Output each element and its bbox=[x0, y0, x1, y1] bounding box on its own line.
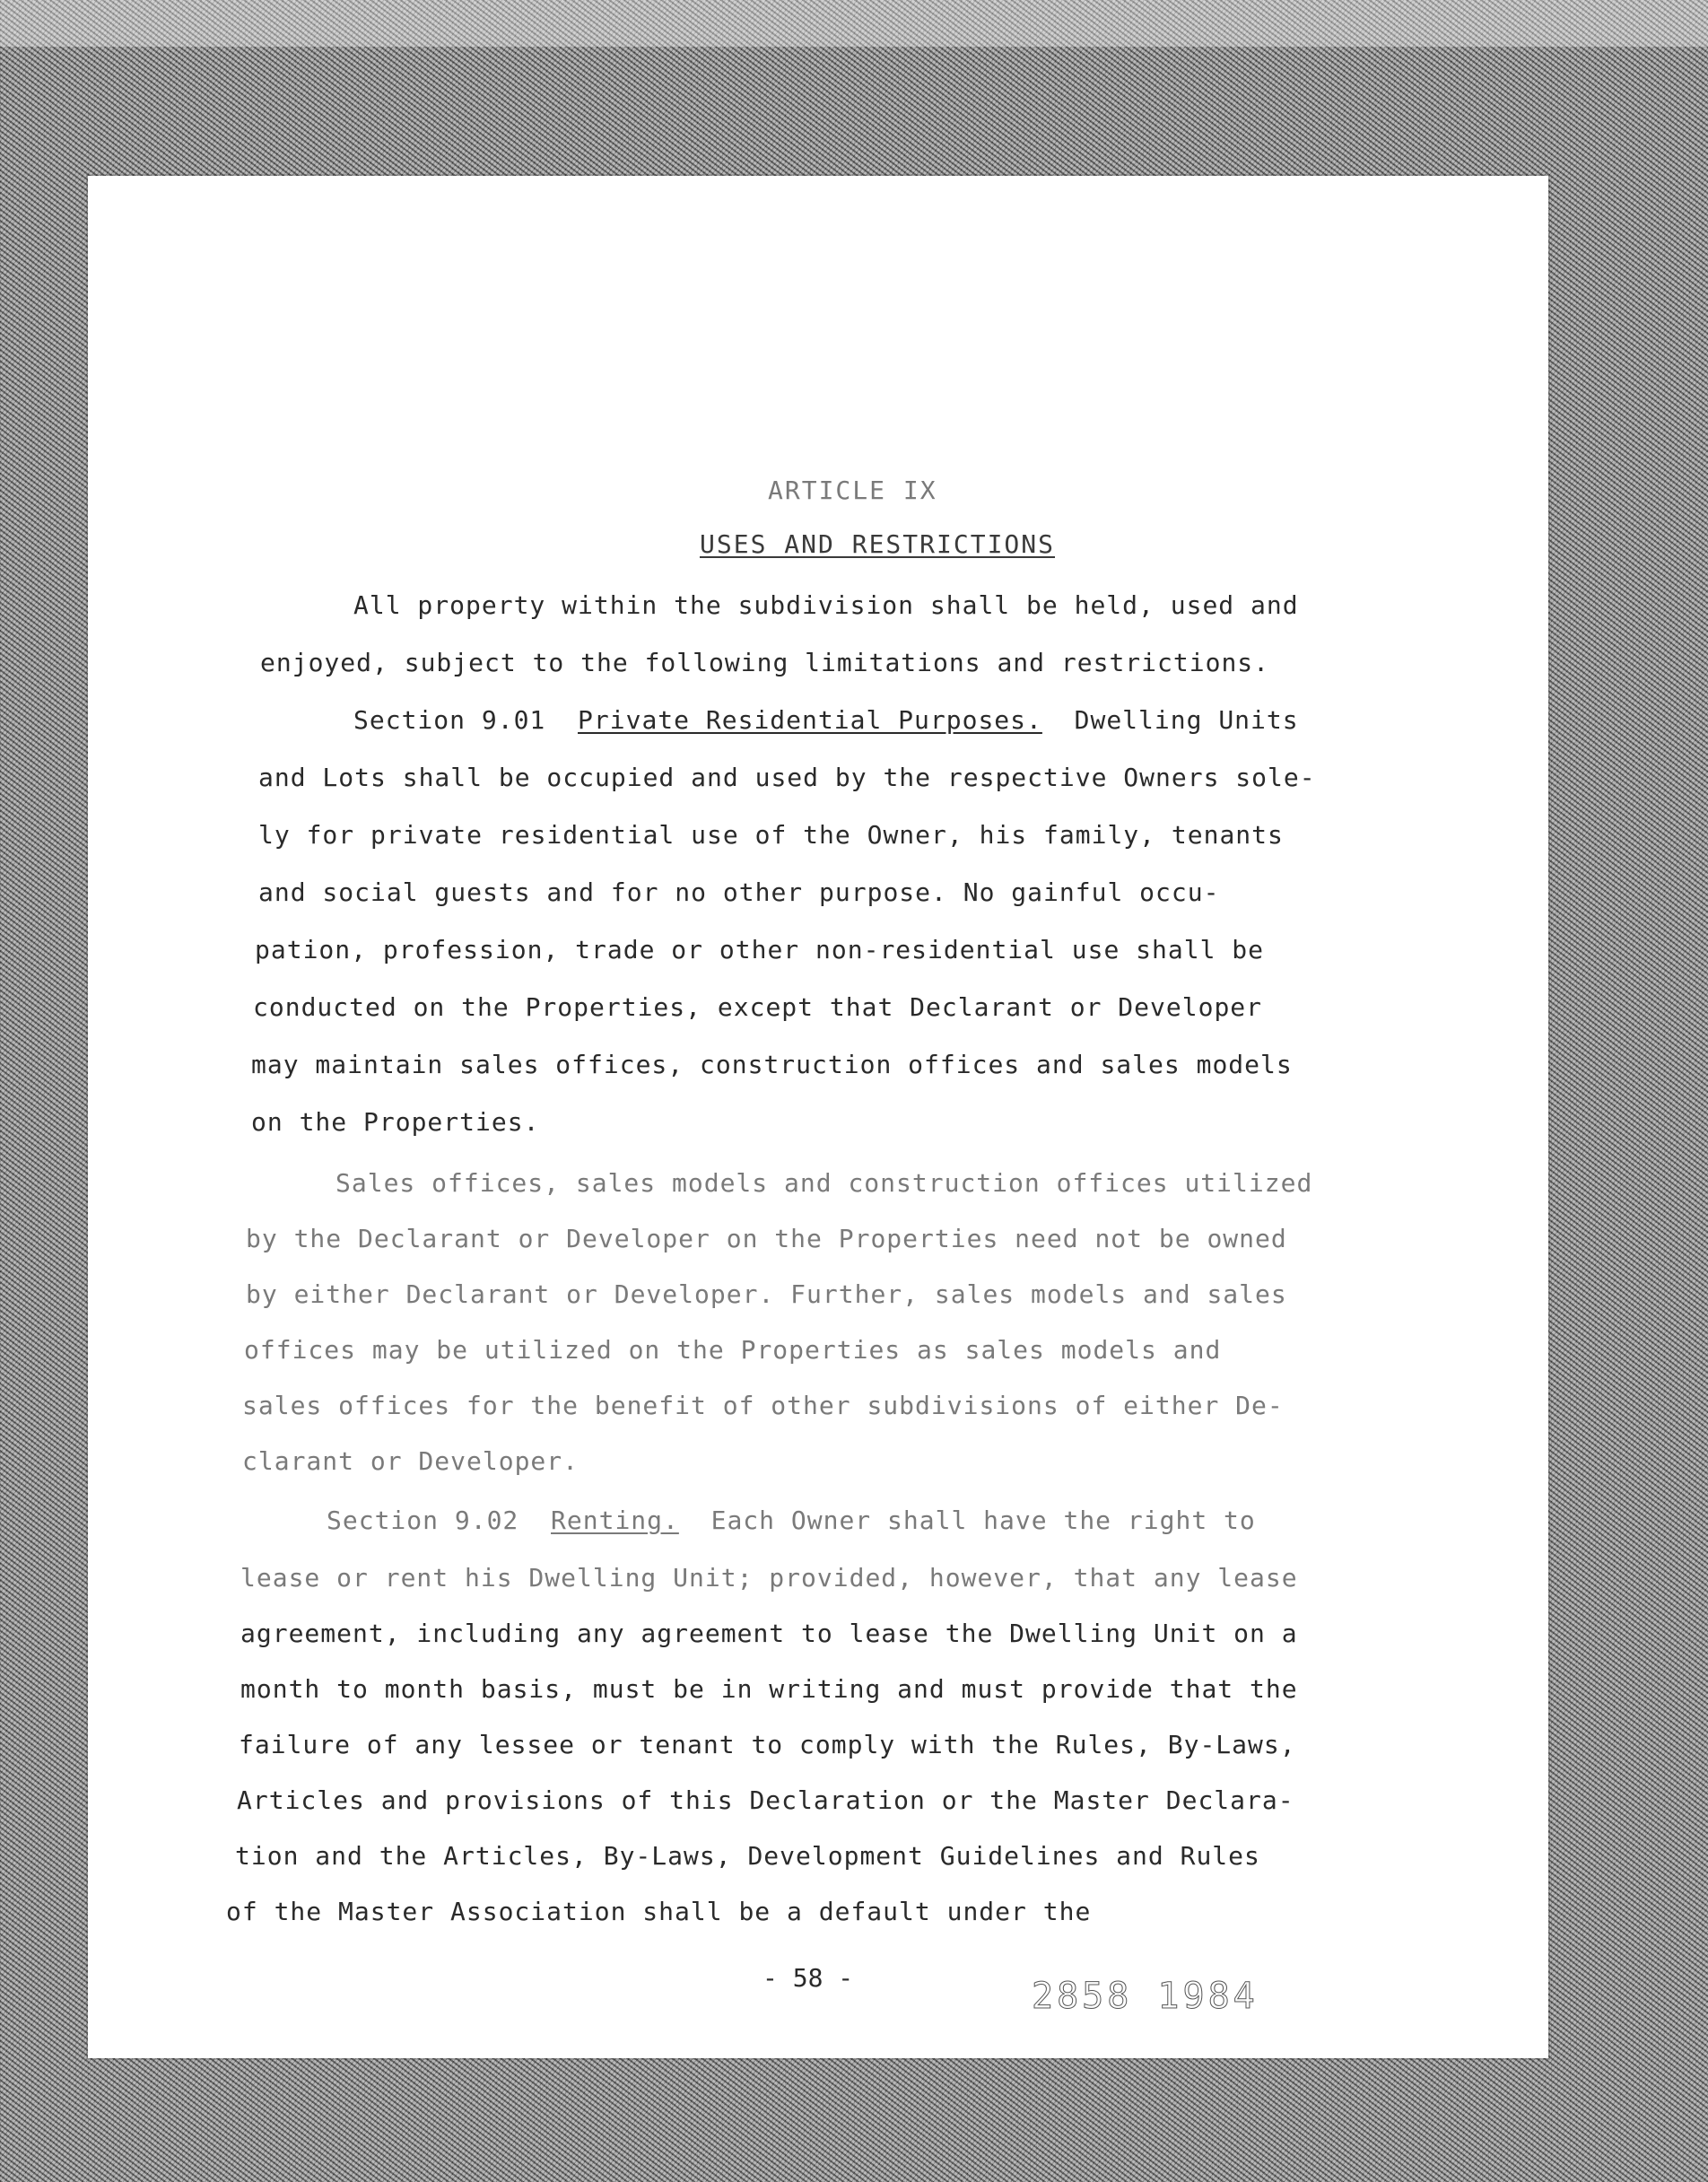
document-page bbox=[88, 176, 1548, 2058]
section-902-lead: Section 9.02 bbox=[327, 1506, 519, 1535]
section-901-first-line-rest: Dwelling Units bbox=[1074, 705, 1299, 735]
section-902-title: Renting. bbox=[551, 1506, 679, 1535]
section-901-line: and social guests and for no other purpose. No gainful occu- bbox=[258, 877, 1220, 907]
sales-paragraph-line: Sales offices, sales models and construction offices utilized bbox=[336, 1168, 1313, 1198]
section-902-line: month to month basis, must be in writing and must provide that the bbox=[240, 1674, 1298, 1704]
section-901-line: ly for private residential use of the Owner, his family, tenants bbox=[258, 820, 1284, 850]
sales-paragraph-line: by either Declarant or Developer. Further, sales models and sales bbox=[246, 1279, 1287, 1309]
section-902-line: of the Master Association shall be a default under the bbox=[226, 1897, 1092, 1926]
scan-border-top bbox=[0, 0, 1708, 47]
section-902-line: Articles and provisions of this Declaration or the Master Declara- bbox=[237, 1785, 1294, 1815]
section-901-line: on the Properties. bbox=[251, 1107, 540, 1137]
section-902-line: failure of any lessee or tenant to comply with the Rules, By-Laws, bbox=[239, 1730, 1296, 1759]
section-901-line: conducted on the Properties, except that Declarant or Developer bbox=[253, 992, 1263, 1022]
sales-paragraph-line: clarant or Developer. bbox=[242, 1446, 580, 1476]
section-901-line: and Lots shall be occupied and used by the respective Owners sole- bbox=[258, 763, 1316, 792]
article-number: ARTICLE IX bbox=[768, 476, 937, 505]
section-901-lead: Section 9.01 bbox=[353, 705, 546, 735]
section-902-line: agreement, including any agreement to lease the Dwelling Unit on a bbox=[240, 1619, 1298, 1648]
section-902-line: lease or rent his Dwelling Unit; provided, however, that any lease bbox=[240, 1563, 1298, 1593]
page-number: - 58 - bbox=[762, 1963, 854, 1993]
section-901-line: may maintain sales offices, construction offices and sales models bbox=[251, 1050, 1293, 1079]
section-902-heading-line bbox=[327, 1506, 1256, 1535]
section-902-first-line-rest: Each Owner shall have the right to bbox=[710, 1506, 1256, 1535]
recording-stamp: 2858 1984 bbox=[1032, 1976, 1259, 2017]
section-901-title: Private Residential Purposes. bbox=[578, 705, 1042, 735]
sales-paragraph-line: sales offices for the benefit of other subdivisions of either De- bbox=[242, 1391, 1284, 1420]
sales-paragraph-line: offices may be utilized on the Properties as sales models and bbox=[244, 1335, 1222, 1365]
intro-line-1: All property within the subdivision shall be held, used and bbox=[353, 590, 1299, 620]
article-title: USES AND RESTRICTIONS bbox=[700, 529, 1056, 559]
section-901-line: pation, profession, trade or other non-residential use shall be bbox=[255, 935, 1265, 964]
section-902-line: tion and the Articles, By-Laws, Development Guidelines and Rules bbox=[235, 1841, 1260, 1871]
sales-paragraph-line: by the Declarant or Developer on the Properties need not be owned bbox=[246, 1224, 1287, 1253]
section-901-heading-line bbox=[353, 705, 1299, 735]
intro-line-2: enjoyed, subject to the following limitations and restrictions. bbox=[260, 648, 1270, 677]
